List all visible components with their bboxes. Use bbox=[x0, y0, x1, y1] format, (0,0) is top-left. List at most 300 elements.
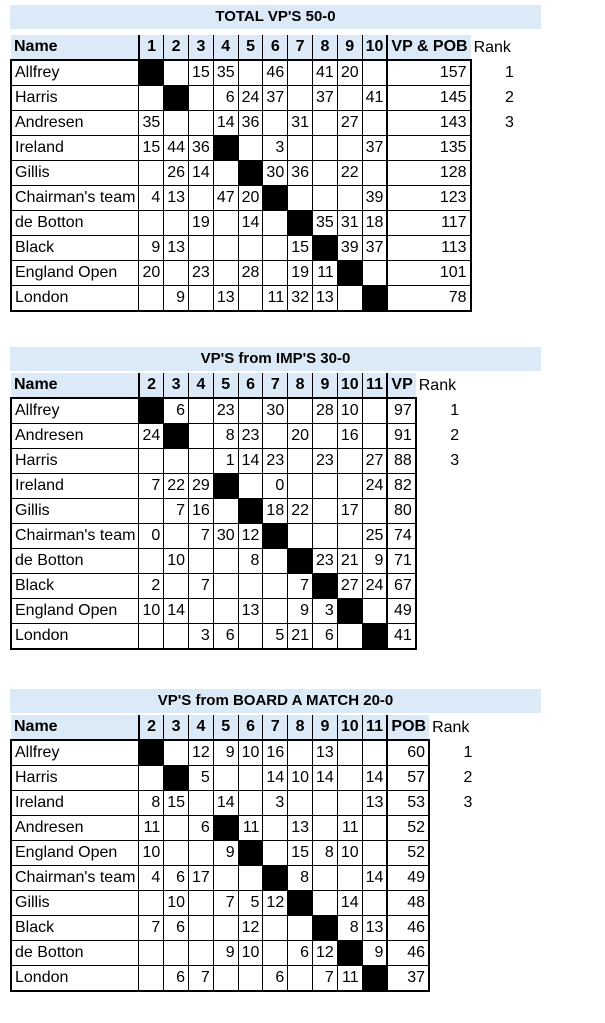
match-score-cell bbox=[362, 816, 387, 841]
match-score-cell: 8 bbox=[288, 866, 313, 891]
table-row bbox=[11, 791, 473, 816]
match-score-cell: 21 bbox=[337, 549, 362, 574]
match-score-cell bbox=[189, 186, 214, 211]
rank-value: 2 bbox=[450, 427, 460, 444]
self-match-cell bbox=[362, 966, 387, 992]
match-score-cell: 7 bbox=[189, 966, 214, 992]
column-header: 2 bbox=[139, 715, 164, 740]
match-score-cell: 15 bbox=[288, 236, 313, 261]
table-row bbox=[11, 524, 460, 549]
results-table bbox=[10, 715, 474, 992]
self-match-cell bbox=[164, 86, 189, 111]
self-match-cell bbox=[288, 891, 313, 916]
match-score-cell: 5 bbox=[189, 766, 214, 791]
match-score-cell bbox=[189, 941, 214, 966]
match-score-cell bbox=[337, 524, 362, 549]
team-name: Allfrey bbox=[11, 740, 139, 766]
match-score-cell: 6 bbox=[164, 966, 189, 992]
table-row bbox=[11, 624, 460, 650]
self-match-cell bbox=[337, 261, 362, 286]
rank-value: 2 bbox=[463, 769, 473, 786]
table-row bbox=[11, 136, 515, 161]
match-score-cell bbox=[238, 398, 263, 424]
column-header: 5 bbox=[238, 35, 263, 60]
match-score-cell: 46 bbox=[263, 60, 288, 86]
match-score-cell bbox=[139, 966, 164, 992]
total-score: 80 bbox=[387, 499, 415, 524]
match-score-cell: 13 bbox=[362, 791, 387, 816]
section-title: VP'S from IMP'S 30-0 bbox=[10, 347, 541, 371]
match-score-cell bbox=[213, 211, 238, 236]
match-score-cell: 27 bbox=[337, 574, 362, 599]
match-score-cell bbox=[213, 916, 238, 941]
table-row bbox=[11, 161, 515, 186]
rank-value bbox=[416, 524, 460, 549]
match-score-cell: 6 bbox=[164, 916, 189, 941]
match-score-cell bbox=[189, 549, 214, 574]
team-name: Gillis bbox=[11, 161, 139, 186]
score-header: POB bbox=[387, 715, 429, 740]
match-score-cell: 35 bbox=[139, 111, 164, 136]
match-score-cell bbox=[189, 286, 214, 312]
rank-value bbox=[416, 624, 460, 650]
match-score-cell bbox=[164, 261, 189, 286]
match-score-cell bbox=[313, 791, 338, 816]
match-score-cell bbox=[139, 161, 164, 186]
match-score-cell: 7 bbox=[139, 474, 164, 499]
table-row bbox=[11, 549, 460, 574]
match-score-cell bbox=[337, 86, 362, 111]
rank-value bbox=[429, 816, 473, 841]
table-row bbox=[11, 398, 460, 424]
match-score-cell bbox=[337, 186, 362, 211]
match-score-cell: 39 bbox=[362, 186, 387, 211]
match-score-cell: 8 bbox=[238, 549, 263, 574]
total-score: 135 bbox=[387, 136, 470, 161]
match-score-cell: 13 bbox=[313, 740, 338, 766]
match-score-cell: 23 bbox=[189, 261, 214, 286]
total-score: 74 bbox=[387, 524, 415, 549]
match-score-cell bbox=[213, 766, 238, 791]
total-score: 49 bbox=[387, 866, 429, 891]
match-score-cell: 47 bbox=[213, 186, 238, 211]
rank-value bbox=[471, 161, 515, 186]
match-score-cell: 6 bbox=[263, 966, 288, 992]
total-score: 97 bbox=[387, 398, 415, 424]
match-score-cell bbox=[263, 111, 288, 136]
match-score-cell: 10 bbox=[164, 891, 189, 916]
match-score-cell: 4 bbox=[139, 186, 164, 211]
match-score-cell: 7 bbox=[288, 574, 313, 599]
total-score: 71 bbox=[387, 549, 415, 574]
match-score-cell: 12 bbox=[313, 941, 338, 966]
match-score-cell bbox=[139, 891, 164, 916]
match-score-cell: 22 bbox=[337, 161, 362, 186]
team-name: de Botton bbox=[11, 211, 139, 236]
match-score-cell: 16 bbox=[337, 424, 362, 449]
match-score-cell bbox=[288, 186, 313, 211]
match-score-cell bbox=[362, 111, 387, 136]
self-match-cell bbox=[263, 186, 288, 211]
table-row bbox=[11, 86, 515, 111]
column-header: 2 bbox=[139, 373, 164, 398]
rank-value bbox=[429, 841, 473, 866]
self-match-cell bbox=[238, 499, 263, 524]
match-score-cell: 8 bbox=[213, 424, 238, 449]
match-score-cell bbox=[213, 161, 238, 186]
match-score-cell: 14 bbox=[238, 449, 263, 474]
table-row bbox=[11, 499, 460, 524]
table-row bbox=[11, 866, 473, 891]
table-row bbox=[11, 740, 473, 766]
rank-value bbox=[429, 916, 473, 941]
rank-value: 3 bbox=[450, 452, 460, 469]
match-score-cell: 9 bbox=[213, 841, 238, 866]
self-match-cell bbox=[139, 740, 164, 766]
match-score-cell bbox=[362, 499, 387, 524]
match-score-cell: 14 bbox=[189, 161, 214, 186]
match-score-cell: 6 bbox=[189, 816, 214, 841]
section-title: TOTAL VP'S 50-0 bbox=[10, 5, 541, 29]
header-row bbox=[11, 715, 473, 740]
total-score: 91 bbox=[387, 424, 415, 449]
column-header: 8 bbox=[313, 35, 338, 60]
match-score-cell: 7 bbox=[189, 524, 214, 549]
match-score-cell bbox=[337, 766, 362, 791]
table-row bbox=[11, 474, 460, 499]
match-score-cell: 37 bbox=[362, 136, 387, 161]
self-match-cell bbox=[213, 474, 238, 499]
match-score-cell bbox=[337, 136, 362, 161]
match-score-cell: 9 bbox=[288, 599, 313, 624]
match-score-cell bbox=[213, 574, 238, 599]
rank-value: 3 bbox=[463, 794, 473, 811]
table-row bbox=[11, 449, 460, 474]
column-header: 9 bbox=[313, 373, 338, 398]
column-header: 7 bbox=[288, 35, 313, 60]
match-score-cell bbox=[362, 60, 387, 86]
match-score-cell bbox=[213, 549, 238, 574]
match-score-cell bbox=[139, 449, 164, 474]
match-score-cell: 10 bbox=[238, 740, 263, 766]
match-score-cell: 11 bbox=[337, 966, 362, 992]
match-score-cell bbox=[337, 624, 362, 650]
match-score-cell bbox=[263, 424, 288, 449]
total-score: 48 bbox=[387, 891, 429, 916]
match-score-cell: 3 bbox=[263, 136, 288, 161]
match-score-cell bbox=[313, 424, 338, 449]
match-score-cell bbox=[337, 740, 362, 766]
rank-header: Rank bbox=[429, 715, 473, 740]
match-score-cell: 44 bbox=[164, 136, 189, 161]
match-score-cell: 8 bbox=[313, 841, 338, 866]
table-row bbox=[11, 941, 473, 966]
match-score-cell: 5 bbox=[263, 624, 288, 650]
table-row bbox=[11, 424, 460, 449]
match-score-cell bbox=[238, 766, 263, 791]
match-score-cell bbox=[288, 524, 313, 549]
match-score-cell bbox=[263, 236, 288, 261]
match-score-cell: 39 bbox=[337, 236, 362, 261]
rank-header: Rank bbox=[416, 373, 460, 398]
team-name: Ireland bbox=[11, 136, 139, 161]
match-score-cell: 31 bbox=[288, 111, 313, 136]
name-header: Name bbox=[11, 715, 139, 740]
match-score-cell: 10 bbox=[337, 841, 362, 866]
match-score-cell: 35 bbox=[313, 211, 338, 236]
match-score-cell: 19 bbox=[189, 211, 214, 236]
match-score-cell bbox=[164, 624, 189, 650]
match-score-cell bbox=[189, 86, 214, 111]
match-score-cell: 3 bbox=[263, 791, 288, 816]
match-score-cell: 18 bbox=[362, 211, 387, 236]
match-score-cell: 17 bbox=[337, 499, 362, 524]
match-score-cell: 28 bbox=[313, 398, 338, 424]
match-score-cell: 12 bbox=[238, 524, 263, 549]
match-score-cell: 26 bbox=[164, 161, 189, 186]
total-score: 157 bbox=[387, 60, 470, 86]
table-row bbox=[11, 286, 515, 312]
team-name: Andresen bbox=[11, 816, 139, 841]
match-score-cell: 14 bbox=[164, 599, 189, 624]
total-score: 101 bbox=[387, 261, 470, 286]
match-score-cell: 13 bbox=[362, 916, 387, 941]
table-row bbox=[11, 766, 473, 791]
match-score-cell: 13 bbox=[288, 816, 313, 841]
match-score-cell: 17 bbox=[189, 866, 214, 891]
column-header: 4 bbox=[213, 35, 238, 60]
total-score: 60 bbox=[387, 740, 429, 766]
match-score-cell: 6 bbox=[288, 941, 313, 966]
column-header: 3 bbox=[164, 373, 189, 398]
column-header: 9 bbox=[313, 715, 338, 740]
self-match-cell bbox=[362, 624, 387, 650]
match-score-cell: 10 bbox=[139, 599, 164, 624]
match-score-cell bbox=[313, 161, 338, 186]
rank-value bbox=[416, 599, 460, 624]
table-row bbox=[11, 599, 460, 624]
rank-value bbox=[416, 474, 460, 499]
match-score-cell bbox=[313, 891, 338, 916]
team-name: Gillis bbox=[11, 499, 139, 524]
match-score-cell bbox=[238, 966, 263, 992]
match-score-cell bbox=[288, 398, 313, 424]
match-score-cell bbox=[263, 941, 288, 966]
total-score: 52 bbox=[387, 841, 429, 866]
total-score: 88 bbox=[387, 449, 415, 474]
match-score-cell bbox=[139, 499, 164, 524]
team-name: Allfrey bbox=[11, 398, 139, 424]
match-score-cell bbox=[238, 574, 263, 599]
match-score-cell bbox=[164, 60, 189, 86]
match-score-cell bbox=[337, 449, 362, 474]
name-header: Name bbox=[11, 35, 139, 60]
column-header: 10 bbox=[362, 35, 387, 60]
column-header: 3 bbox=[189, 35, 214, 60]
match-score-cell: 9 bbox=[139, 236, 164, 261]
table-row bbox=[11, 211, 515, 236]
total-score: 52 bbox=[387, 816, 429, 841]
match-score-cell bbox=[362, 398, 387, 424]
match-score-cell: 14 bbox=[263, 766, 288, 791]
match-score-cell bbox=[139, 286, 164, 312]
match-score-cell: 6 bbox=[164, 866, 189, 891]
total-score: 57 bbox=[387, 766, 429, 791]
match-score-cell bbox=[263, 549, 288, 574]
self-match-cell bbox=[263, 866, 288, 891]
match-score-cell: 6 bbox=[213, 624, 238, 650]
match-score-cell: 10 bbox=[288, 766, 313, 791]
match-score-cell: 3 bbox=[189, 624, 214, 650]
match-score-cell bbox=[189, 891, 214, 916]
match-score-cell: 1 bbox=[213, 449, 238, 474]
table-row bbox=[11, 816, 473, 841]
match-score-cell bbox=[238, 60, 263, 86]
match-score-cell: 10 bbox=[238, 941, 263, 966]
column-header: 11 bbox=[362, 373, 387, 398]
table-row bbox=[11, 966, 473, 992]
rank-value: 2 bbox=[505, 89, 514, 106]
match-score-cell: 11 bbox=[139, 816, 164, 841]
rank-value bbox=[471, 286, 515, 312]
team-name: England Open bbox=[11, 261, 139, 286]
team-name: London bbox=[11, 286, 139, 312]
column-header: 7 bbox=[263, 373, 288, 398]
rank-value bbox=[429, 941, 473, 966]
team-name: de Botton bbox=[11, 549, 139, 574]
team-name: England Open bbox=[11, 599, 139, 624]
match-score-cell: 5 bbox=[238, 891, 263, 916]
match-score-cell bbox=[288, 916, 313, 941]
match-score-cell: 24 bbox=[362, 474, 387, 499]
match-score-cell: 32 bbox=[288, 286, 313, 312]
total-score: 123 bbox=[387, 186, 470, 211]
match-score-cell bbox=[362, 424, 387, 449]
self-match-cell bbox=[139, 60, 164, 86]
match-score-cell: 6 bbox=[313, 624, 338, 650]
match-score-cell: 4 bbox=[139, 866, 164, 891]
match-score-cell bbox=[263, 599, 288, 624]
results-table bbox=[10, 373, 461, 650]
match-score-cell bbox=[263, 816, 288, 841]
column-header: 9 bbox=[337, 35, 362, 60]
match-score-cell bbox=[288, 740, 313, 766]
rank-value bbox=[471, 211, 515, 236]
match-score-cell: 24 bbox=[139, 424, 164, 449]
total-score: 128 bbox=[387, 161, 470, 186]
match-score-cell: 9 bbox=[164, 286, 189, 312]
total-score: 53 bbox=[387, 791, 429, 816]
match-score-cell bbox=[139, 549, 164, 574]
self-match-cell bbox=[288, 211, 313, 236]
match-score-cell: 13 bbox=[238, 599, 263, 624]
match-score-cell: 11 bbox=[263, 286, 288, 312]
team-name: Gillis bbox=[11, 891, 139, 916]
match-score-cell bbox=[189, 236, 214, 261]
match-score-cell bbox=[189, 841, 214, 866]
total-score: 37 bbox=[387, 966, 429, 992]
match-score-cell: 30 bbox=[263, 161, 288, 186]
table-row bbox=[11, 916, 473, 941]
team-name: Black bbox=[11, 916, 139, 941]
match-score-cell: 10 bbox=[337, 398, 362, 424]
header-row bbox=[11, 373, 460, 398]
rank-value bbox=[416, 499, 460, 524]
name-header: Name bbox=[11, 373, 139, 398]
match-score-cell: 12 bbox=[238, 916, 263, 941]
column-header: 10 bbox=[337, 373, 362, 398]
team-name: de Botton bbox=[11, 941, 139, 966]
match-score-cell: 41 bbox=[313, 60, 338, 86]
self-match-cell bbox=[238, 841, 263, 866]
match-score-cell bbox=[213, 966, 238, 992]
column-header: 4 bbox=[189, 715, 214, 740]
match-score-cell: 20 bbox=[337, 60, 362, 86]
match-score-cell: 20 bbox=[139, 261, 164, 286]
team-name: Ireland bbox=[11, 791, 139, 816]
match-score-cell: 28 bbox=[238, 261, 263, 286]
column-header: 1 bbox=[139, 35, 164, 60]
self-match-cell bbox=[164, 424, 189, 449]
section-title: VP'S from BOARD A MATCH 20-0 bbox=[10, 689, 541, 713]
match-score-cell: 15 bbox=[189, 60, 214, 86]
match-score-cell bbox=[362, 891, 387, 916]
match-score-cell: 14 bbox=[362, 866, 387, 891]
match-score-cell: 27 bbox=[362, 449, 387, 474]
results-table bbox=[10, 35, 516, 312]
column-header: 6 bbox=[238, 715, 263, 740]
match-score-cell bbox=[288, 449, 313, 474]
rank-value bbox=[429, 891, 473, 916]
match-score-cell: 11 bbox=[238, 816, 263, 841]
match-score-cell bbox=[313, 474, 338, 499]
match-score-cell bbox=[213, 599, 238, 624]
column-header: 10 bbox=[337, 715, 362, 740]
match-score-cell bbox=[189, 424, 214, 449]
match-score-cell: 13 bbox=[213, 286, 238, 312]
match-score-cell: 22 bbox=[288, 499, 313, 524]
match-score-cell: 35 bbox=[213, 60, 238, 86]
column-header: 8 bbox=[288, 715, 313, 740]
column-header: 6 bbox=[238, 373, 263, 398]
match-score-cell: 13 bbox=[164, 186, 189, 211]
rank-value: 1 bbox=[463, 743, 473, 761]
team-name: Black bbox=[11, 236, 139, 261]
match-score-cell bbox=[139, 766, 164, 791]
match-score-cell bbox=[164, 941, 189, 966]
match-score-cell: 19 bbox=[288, 261, 313, 286]
match-score-cell: 12 bbox=[263, 891, 288, 916]
match-score-cell bbox=[189, 449, 214, 474]
team-name: Harris bbox=[11, 86, 139, 111]
match-score-cell: 27 bbox=[337, 111, 362, 136]
match-score-cell bbox=[288, 791, 313, 816]
self-match-cell bbox=[313, 236, 338, 261]
match-score-cell bbox=[288, 60, 313, 86]
match-score-cell: 8 bbox=[337, 916, 362, 941]
total-score: 78 bbox=[387, 286, 470, 312]
team-name: Black bbox=[11, 574, 139, 599]
team-name: Harris bbox=[11, 449, 139, 474]
match-score-cell: 9 bbox=[213, 740, 238, 766]
match-score-cell: 15 bbox=[164, 791, 189, 816]
match-score-cell bbox=[164, 449, 189, 474]
match-score-cell: 3 bbox=[313, 599, 338, 624]
self-match-cell bbox=[362, 286, 387, 312]
match-score-cell: 14 bbox=[362, 766, 387, 791]
match-score-cell bbox=[189, 791, 214, 816]
column-header: 5 bbox=[213, 715, 238, 740]
